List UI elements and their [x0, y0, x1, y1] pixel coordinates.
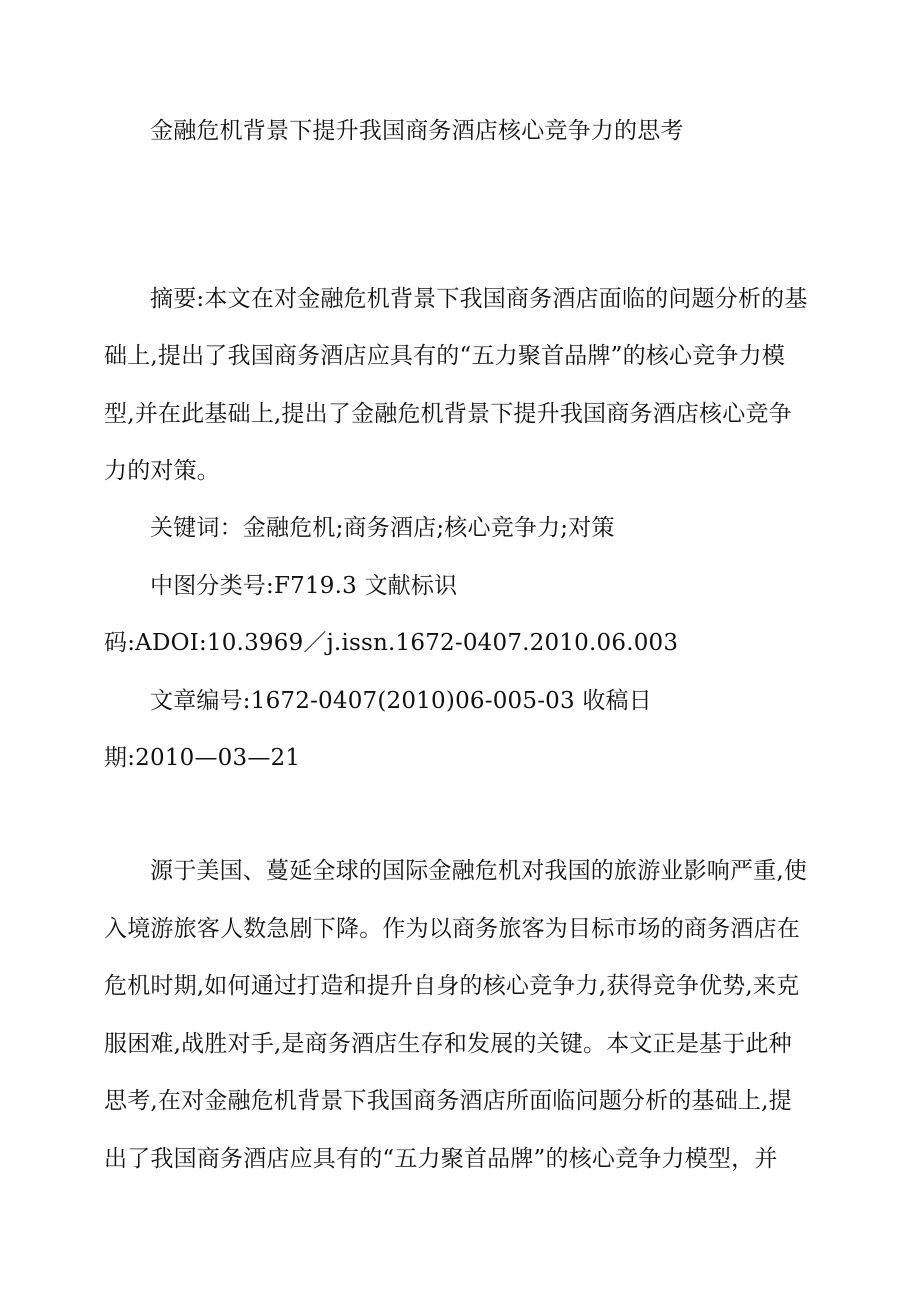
- doi-line: 码:ADOI:10.3969／j.issn.1672-0407.2010.06.003: [104, 630, 679, 656]
- document-title: 金融危机背景下提升我国商务酒店核心竞争力的思考: [150, 118, 684, 144]
- body-line: 源于美国、蔓延全球的国际金融危机对我国的旅游业影响严重,使: [150, 858, 808, 884]
- body-line: 服困难,战胜对手,是商务酒店生存和发展的关键。本文正是基于此种: [104, 1031, 792, 1057]
- body-line: 入境游旅客人数急剧下降。作为以商务旅客为目标市场的商务酒店在: [104, 916, 800, 942]
- article-number-line: 文章编号:1672-0407(2010)06-005-03 收稿日: [150, 688, 652, 714]
- body-line: 出了我国商务酒店应具有的“五力聚首品牌”的核心竞争力模型，并: [104, 1146, 778, 1172]
- classification-line: 中图分类号:F719.3 文献标识: [150, 573, 458, 599]
- received-date-line: 期:2010—03—21: [104, 745, 301, 771]
- abstract-line: 型,并在此基础上,提出了金融危机背景下提升我国商务酒店核心竞争: [104, 401, 792, 427]
- abstract-line: 力的对策。: [104, 458, 220, 484]
- abstract-line: 摘要:本文在对金融危机背景下我国商务酒店面临的问题分析的基: [150, 286, 808, 312]
- body-line: 危机时期,如何通过打造和提升自身的核心竞争力,获得竞争优势,来克: [104, 973, 800, 999]
- abstract-line: 础上,提出了我国商务酒店应具有的“五力聚首品牌”的核心竞争力模: [104, 343, 786, 369]
- keywords-line: 关键词：金融危机;商务酒店;核心竞争力;对策: [150, 515, 615, 541]
- body-line: 思考,在对金融危机背景下我国商务酒店所面临问题分析的基础上,提: [104, 1088, 792, 1114]
